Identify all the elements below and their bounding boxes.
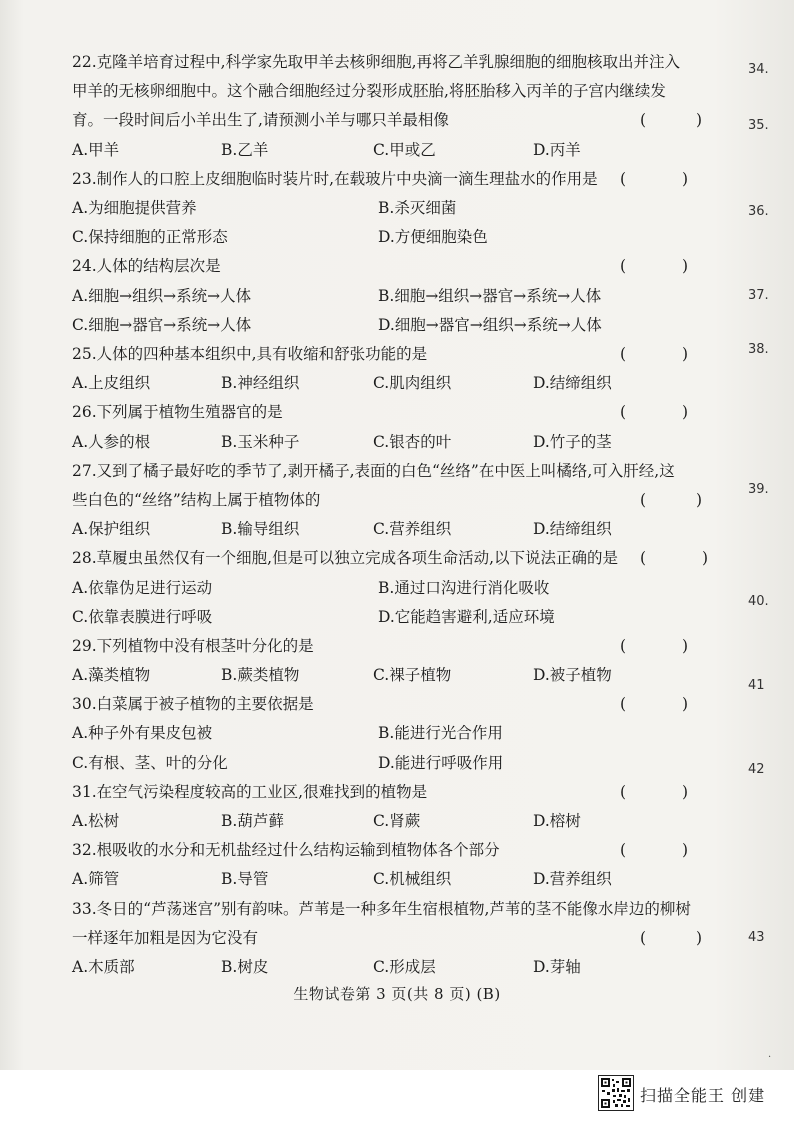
option-a[interactable]: A.藻类植物: [72, 666, 151, 685]
paren-open: (: [640, 928, 647, 947]
stem-text: 又到了橘子最好吃的季节了,剥开橘子,表面的白色“丝络”在中医上叫橘络,可入肝经,这: [96, 461, 675, 480]
option-c[interactable]: C.依靠表膜进行呼吸: [72, 607, 213, 626]
margin-number: 34.: [748, 62, 769, 77]
question-number: 27.: [72, 461, 97, 480]
option-a[interactable]: A.上皮组织: [72, 374, 151, 393]
answer-blank[interactable]: ( ): [620, 841, 689, 860]
option-d[interactable]: D.榕树: [533, 812, 581, 831]
question-26: [72, 398, 722, 456]
option-d[interactable]: D.能进行呼吸作用: [378, 753, 504, 772]
stem-text: 下列植物中没有根茎叶分化的是: [96, 636, 314, 655]
question-number: 22.: [72, 53, 97, 71]
question-stem: [72, 457, 722, 486]
option-b[interactable]: B.玉米种子: [221, 432, 300, 451]
margin-number: 37.: [748, 288, 769, 303]
margin-number: 40.: [748, 594, 769, 609]
question-stem: [72, 340, 722, 369]
option-b[interactable]: B.输导组织: [221, 520, 300, 539]
question-number: 24.: [72, 257, 97, 276]
option-a[interactable]: A.人参的根: [72, 432, 151, 451]
stem-text: 在空气污染程度较高的工业区,很难找到的植物是: [96, 782, 428, 801]
question-list: [72, 48, 722, 982]
option-c[interactable]: C.机械组织: [373, 870, 452, 889]
question-number: 28.: [72, 549, 97, 568]
question-number: 32.: [72, 841, 97, 860]
question-25: [72, 340, 722, 398]
qr-code-icon: [598, 1075, 634, 1111]
question-stem: [72, 398, 722, 427]
question-22: [72, 48, 722, 165]
answer-blank[interactable]: ( ): [620, 169, 689, 188]
question-28: [72, 544, 722, 632]
option-list: [72, 719, 722, 777]
option-d[interactable]: D.结缔组织: [533, 520, 612, 539]
margin-number: 43: [748, 930, 765, 945]
stem-text: 白菜属于被子植物的主要依据是: [96, 695, 314, 714]
question-24: [72, 252, 722, 340]
answer-blank[interactable]: ( ): [620, 695, 689, 714]
option-list: [72, 574, 722, 632]
stem-text: 育。一段时间后小羊出生了,请预测小羊与哪只羊最相像: [72, 111, 449, 130]
stem-text: 冬日的“芦荡迷宫”别有韵味。芦苇是一种多年生宿根植物,芦苇的茎不能像水岸边的柳树: [96, 899, 691, 918]
option-b[interactable]: B.葫芦藓: [221, 812, 284, 831]
option-c[interactable]: C.有根、茎、叶的分化: [72, 753, 228, 772]
option-c[interactable]: C.肌肉组织: [373, 374, 452, 393]
answer-blank[interactable]: ( ): [620, 782, 689, 801]
margin-number: 36.: [748, 204, 769, 219]
option-b[interactable]: B.蕨类植物: [221, 666, 300, 685]
question-stem: [72, 632, 722, 661]
question-stem: [72, 77, 722, 106]
stem-text: 草履虫虽然仅有一个细胞,但是可以独立完成各项生命活动,以下说法正确的是: [96, 549, 619, 568]
option-list: [72, 661, 722, 690]
option-b[interactable]: B.树皮: [221, 958, 269, 977]
stem-text: 些白色的“丝络”结构上属于植物体的: [72, 490, 321, 509]
stem-text: 人体的结构层次是: [96, 257, 221, 276]
option-a[interactable]: A.松树: [72, 812, 120, 831]
question-number: 25.: [72, 344, 97, 363]
margin-number: 38.: [748, 342, 769, 357]
watermark-text: 扫描全能王 创建: [640, 1086, 766, 1105]
option-c[interactable]: C.银杏的叶: [373, 432, 452, 451]
question-stem: [72, 924, 722, 953]
option-c[interactable]: C.细胞→器官→系统→人体: [72, 315, 252, 334]
option-a[interactable]: A.甲羊: [72, 140, 120, 159]
option-list: [72, 807, 722, 836]
answer-blank[interactable]: ( ): [620, 636, 689, 655]
option-list: [72, 515, 722, 544]
option-b[interactable]: B.神经组织: [221, 374, 300, 393]
question-stem: [72, 895, 722, 924]
option-list: [72, 136, 722, 165]
answer-blank[interactable]: [640, 924, 702, 953]
option-b[interactable]: B.能进行光合作用: [378, 724, 503, 743]
question-27: [72, 457, 722, 545]
option-b[interactable]: B.乙羊: [221, 140, 269, 159]
option-list: [72, 369, 722, 398]
stem-text: 下列属于植物生殖器官的是: [96, 403, 283, 422]
paren-open: (: [640, 490, 647, 509]
option-a[interactable]: A.木质部: [72, 958, 135, 977]
margin-number: 39.: [748, 482, 769, 497]
option-a[interactable]: A.为细胞提供营养: [72, 198, 197, 217]
option-b[interactable]: B.细胞→组织→器官→系统→人体: [378, 286, 602, 305]
option-a[interactable]: A.细胞→组织→系统→人体: [72, 286, 252, 305]
question-stem: [72, 486, 722, 515]
question-number: 29.: [72, 636, 97, 655]
question-29: [72, 632, 722, 690]
question-number: 30.: [72, 695, 97, 714]
option-list: [72, 865, 722, 894]
question-23: [72, 165, 722, 253]
option-d[interactable]: D.它能趋害避利,适应环境: [378, 607, 555, 626]
option-d[interactable]: D.细胞→器官→组织→系统→人体: [378, 315, 602, 334]
answer-blank[interactable]: ( ): [620, 257, 689, 276]
answer-blank[interactable]: ( ): [620, 344, 689, 363]
option-b[interactable]: B.通过口沟进行消化吸收: [378, 578, 550, 597]
margin-number: 41: [748, 678, 765, 693]
question-stem: [72, 690, 722, 719]
page-footer: 生物试卷第 3 页(共 8 页) (B): [293, 985, 501, 1003]
option-list: [72, 428, 722, 457]
answer-blank[interactable]: ( ): [640, 549, 709, 568]
option-a[interactable]: A.筛管: [72, 870, 120, 889]
stem-text: 克隆羊培育过程中,科学家先取甲羊去核卵细胞,再将乙羊乳腺细胞的细胞核取出并注入: [96, 53, 681, 71]
answer-blank[interactable]: [640, 106, 702, 135]
question-33: [72, 895, 722, 983]
option-b[interactable]: B.导管: [221, 870, 269, 889]
question-stem: [72, 106, 722, 135]
question-stem: [72, 165, 722, 194]
option-a[interactable]: A.种子外有果皮包被: [72, 724, 213, 743]
option-a[interactable]: A.保护组织: [72, 520, 151, 539]
option-list: [72, 953, 722, 982]
stem-text: 一样逐年加粗是因为它没有: [72, 928, 259, 947]
paren-close: ): [695, 490, 702, 509]
option-a[interactable]: A.依靠伪足进行运动: [72, 578, 213, 597]
option-d[interactable]: D.芽轴: [533, 958, 581, 977]
question-number: 23.: [72, 169, 97, 188]
question-stem: [72, 836, 722, 865]
question-32: [72, 836, 722, 894]
option-d[interactable]: D.丙羊: [533, 140, 581, 159]
option-d[interactable]: D.方便细胞染色: [378, 228, 488, 247]
stem-text: 制作人的口腔上皮细胞临时装片时,在载玻片中央滴一滴生理盐水的作用是: [96, 169, 598, 188]
option-list: [72, 282, 722, 340]
question-stem: [72, 252, 722, 281]
option-list: [72, 194, 722, 252]
paren-close: ): [695, 111, 702, 130]
option-c[interactable]: C.营养组织: [373, 520, 452, 539]
answer-blank[interactable]: [640, 486, 702, 515]
option-d[interactable]: D.营养组织: [533, 870, 612, 889]
option-c[interactable]: C.形成层: [373, 958, 436, 977]
option-c[interactable]: C.保持细胞的正常形态: [72, 228, 228, 247]
option-c[interactable]: C.肾蕨: [373, 812, 421, 831]
option-c[interactable]: C.甲或乙: [373, 140, 436, 159]
margin-number: 42: [748, 762, 765, 777]
margin-dot: ·: [768, 1052, 772, 1063]
option-b[interactable]: B.杀灭细菌: [378, 198, 457, 217]
question-31: [72, 778, 722, 836]
option-d[interactable]: D.被子植物: [533, 666, 612, 685]
question-stem: [72, 544, 722, 573]
option-d[interactable]: D.结缔组织: [533, 374, 612, 393]
question-stem: [72, 778, 722, 807]
paren-close: ): [695, 928, 702, 947]
margin-number: 35.: [748, 118, 769, 133]
question-30: [72, 690, 722, 778]
option-c[interactable]: C.裸子植物: [373, 666, 452, 685]
question-stem: [72, 48, 722, 77]
stem-text: 甲羊的无核卵细胞中。这个融合细胞经过分裂形成胚胎,将胚胎移入丙羊的子宫内继续发: [72, 82, 666, 101]
paren-open: (: [640, 111, 647, 130]
question-number: 31.: [72, 782, 97, 801]
answer-blank[interactable]: ( ): [620, 403, 689, 422]
question-number: 33.: [72, 899, 97, 918]
option-d[interactable]: D.竹子的茎: [533, 432, 612, 451]
question-number: 26.: [72, 403, 97, 422]
stem-text: 人体的四种基本组织中,具有收缩和舒张功能的是: [96, 344, 428, 363]
stem-text: 根吸收的水分和无机盐经过什么结构运输到植物体各个部分: [96, 841, 500, 860]
